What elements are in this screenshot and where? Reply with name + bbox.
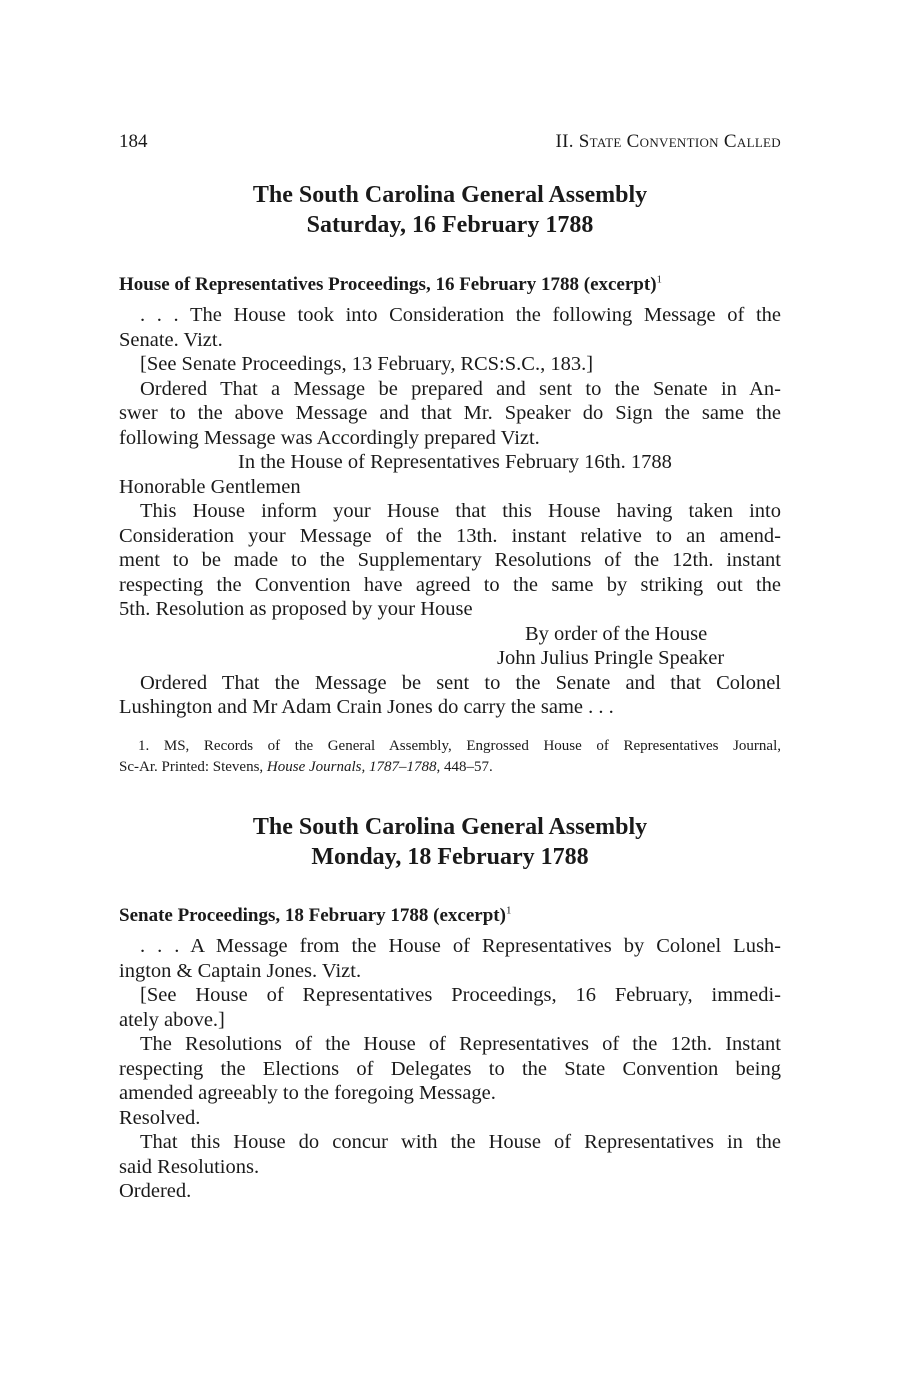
footnote-line2 xyxy=(119,757,781,778)
section2-body xyxy=(119,934,781,1204)
footnote-citation-pages: , 448–57. xyxy=(436,759,493,775)
section2-heading-line2: Monday, 18 February 1788 xyxy=(311,844,589,870)
section1-footnote xyxy=(119,736,781,778)
signature-line: By order of the House xyxy=(525,622,708,645)
section1-line: swer to the above Message and that Mr. Speaker do Sign the same the xyxy=(119,402,781,424)
section1-heading xyxy=(119,180,781,240)
section2-line: . . . A Message from the House of Representatives by Colonel Lush- xyxy=(140,935,781,957)
section2-line: ington & Captain Jones. Vizt. xyxy=(119,959,362,982)
section1-line: This House inform your House that this House having taken into xyxy=(140,500,781,522)
section1-subheading xyxy=(119,273,781,297)
section2-line: Ordered. xyxy=(119,1180,192,1202)
section1-line: . . . The House took into Consideration the following Message of the xyxy=(140,304,781,326)
section1-subheading-text: House of Representatives Proceedings, 16 February 1788 (excerpt) xyxy=(119,274,657,295)
footnote-citation-title: House Journals, 1787–1788 xyxy=(266,759,437,775)
section1-body xyxy=(119,303,781,720)
section1-line: 5th. Resolution as proposed by your House xyxy=(119,598,473,620)
footnote-citation-prefix: Sc-Ar. Printed: Stevens, xyxy=(119,759,267,775)
signature-name: John Julius Pringle Speaker xyxy=(497,647,725,669)
section1-line: respecting the Convention have agreed to the same by striking out the xyxy=(119,573,781,596)
section2-line: [See House of Representatives Proceedings, 16 February, immedi- xyxy=(140,984,781,1006)
section1-line: ment to be made to the Supplementary Resolutions of the 12th. instant xyxy=(119,549,781,571)
section2-subheading xyxy=(119,904,781,928)
section2-line: Resolved. xyxy=(119,1106,201,1129)
section2-subheading-text: Senate Proceedings, 18 February 1788 (excerpt) xyxy=(119,905,506,926)
section1-line: Lushington and Mr Adam Crain Jones do carry the same . . . xyxy=(119,696,614,718)
footnote-line1: 1. MS, Records of the General Assembly, Engrossed House of Representatives Journal, xyxy=(138,738,781,754)
dateline: In the House of Representatives February 16th. 1788 xyxy=(238,451,672,473)
section2-line: ately above.] xyxy=(119,1008,225,1031)
section1-line: following Message was Accordingly prepared Vizt. xyxy=(119,426,540,449)
section1-line: [See Senate Proceedings, 13 February, RCS:S.C., 183.] xyxy=(140,353,594,375)
section1-heading-line2: Saturday, 16 February 1788 xyxy=(306,212,594,238)
section2-heading-line1: The South Carolina General Assembly xyxy=(252,814,648,840)
section1-footnote-ref: 1 xyxy=(656,273,663,286)
section2-line: The Resolutions of the House of Representatives of the 12th. Instant xyxy=(140,1033,781,1055)
salutation: Honorable Gentlemen xyxy=(119,475,301,498)
section2-heading xyxy=(119,812,781,872)
section2-footnote-ref: 1 xyxy=(505,904,512,917)
section1-line: Ordered That the Message be sent to the Senate and that Colonel xyxy=(140,671,781,694)
section2-line: That this House do concur with the House of Representatives in the xyxy=(140,1131,781,1153)
section2-line: said Resolutions. xyxy=(119,1155,260,1178)
section1-heading-line1: The South Carolina General Assembly xyxy=(252,182,648,208)
section1-line: Senate. Vizt. xyxy=(119,328,223,351)
section2-line: amended agreeably to the foregoing Message. xyxy=(119,1082,496,1104)
page-number: 184 xyxy=(119,131,148,152)
section1-line: Ordered That a Message be prepared and sent to the Senate in An- xyxy=(140,377,781,400)
running-section-title: II. State Convention Called xyxy=(555,131,781,152)
section2-line: respecting the Elections of Delegates to the State Convention being xyxy=(119,1057,781,1080)
section1-line: Consideration your Message of the 13th. instant relative to an amend- xyxy=(119,524,781,547)
